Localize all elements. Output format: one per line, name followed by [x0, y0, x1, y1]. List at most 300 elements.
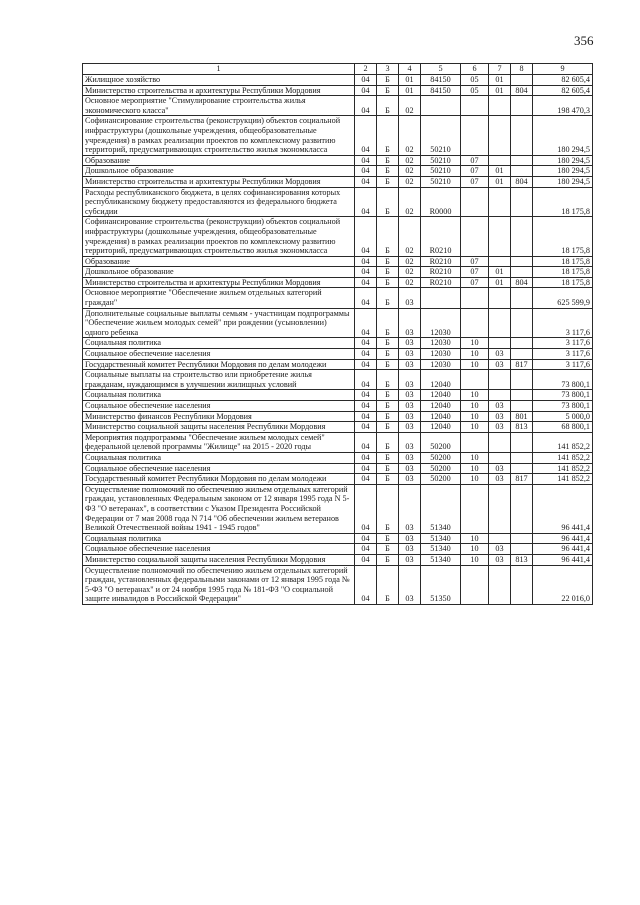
- cell-code: 03: [399, 484, 421, 533]
- cell-amount: 96 441,4: [533, 554, 593, 565]
- cell-code: [511, 484, 533, 533]
- cell-code: 03: [399, 533, 421, 544]
- cell-code: 04: [355, 338, 377, 349]
- cell-code: [511, 116, 533, 155]
- table-row: [83, 217, 593, 256]
- cell-code: [489, 533, 511, 544]
- cell-code: 07: [461, 166, 489, 177]
- cell-code: 03: [399, 401, 421, 412]
- cell-code: [511, 96, 533, 116]
- cell-code: 02: [399, 166, 421, 177]
- cell-code: [489, 484, 511, 533]
- cell-code: 04: [355, 217, 377, 256]
- cell-code: 10: [461, 422, 489, 433]
- row-name: Образование: [83, 155, 355, 166]
- row-name: Министерство строительства и архитектуры Республики Мордовия: [83, 277, 355, 288]
- cell-code: [489, 565, 511, 604]
- cell-code: [511, 432, 533, 452]
- cell-amount: 625 599,9: [533, 288, 593, 308]
- cell-code: 03: [399, 474, 421, 485]
- cell-code: 02: [399, 176, 421, 187]
- cell-code: 04: [355, 267, 377, 278]
- cell-code: 12040: [421, 401, 461, 412]
- cell-code: 50200: [421, 432, 461, 452]
- cell-code: 04: [355, 308, 377, 338]
- cell-code: 05: [461, 85, 489, 96]
- table-row: [83, 176, 593, 187]
- cell-code: 817: [511, 474, 533, 485]
- cell-amount: 96 441,4: [533, 544, 593, 555]
- cell-code: R0210: [421, 217, 461, 256]
- cell-code: Б: [377, 422, 399, 433]
- cell-code: 04: [355, 349, 377, 360]
- cell-code: 03: [399, 288, 421, 308]
- cell-code: [489, 155, 511, 166]
- header-row: [83, 64, 593, 75]
- cell-code: Б: [377, 217, 399, 256]
- cell-code: 10: [461, 474, 489, 485]
- cell-code: Б: [377, 565, 399, 604]
- table-row: [83, 565, 593, 604]
- cell-amount: 22 016,0: [533, 565, 593, 604]
- cell-code: [461, 308, 489, 338]
- table-row: [83, 349, 593, 360]
- row-name: Социальная политика: [83, 338, 355, 349]
- column-header: 7: [489, 64, 511, 75]
- cell-code: 04: [355, 277, 377, 288]
- table-row: [83, 288, 593, 308]
- cell-code: 50210: [421, 176, 461, 187]
- cell-code: 04: [355, 187, 377, 217]
- cell-code: 84150: [421, 75, 461, 86]
- cell-amount: 96 441,4: [533, 533, 593, 544]
- row-name: Социальная политика: [83, 533, 355, 544]
- cell-code: 10: [461, 544, 489, 555]
- table-row: [83, 359, 593, 370]
- table-row: [83, 116, 593, 155]
- row-name: Дошкольное образование: [83, 267, 355, 278]
- cell-code: 50200: [421, 474, 461, 485]
- column-header: 6: [461, 64, 489, 75]
- cell-amount: 141 852,2: [533, 432, 593, 452]
- row-name: Социальные выплаты на строительство или приобретение жилья гражданам, нуждающимся в улучшении жилищных условий: [83, 370, 355, 390]
- cell-amount: 18 175,8: [533, 256, 593, 267]
- cell-code: Б: [377, 390, 399, 401]
- row-name: Социальная политика: [83, 390, 355, 401]
- cell-code: 07: [461, 277, 489, 288]
- cell-amount: 82 605,4: [533, 75, 593, 86]
- cell-code: 04: [355, 370, 377, 390]
- cell-code: [461, 116, 489, 155]
- table-row: [83, 544, 593, 555]
- cell-amount: 3 117,6: [533, 338, 593, 349]
- cell-code: [489, 452, 511, 463]
- cell-code: 817: [511, 359, 533, 370]
- cell-code: 813: [511, 422, 533, 433]
- row-name: Основное мероприятие "Обеспечение жильем отдельных категорий граждан": [83, 288, 355, 308]
- cell-amount: 3 117,6: [533, 359, 593, 370]
- cell-code: 12030: [421, 338, 461, 349]
- cell-code: Б: [377, 96, 399, 116]
- cell-code: [511, 463, 533, 474]
- cell-code: Б: [377, 484, 399, 533]
- table-body: [83, 75, 593, 605]
- cell-code: Б: [377, 533, 399, 544]
- cell-code: 03: [399, 452, 421, 463]
- row-name: Министерство финансов Республики Мордовия: [83, 411, 355, 422]
- cell-code: 12030: [421, 359, 461, 370]
- cell-code: 07: [461, 176, 489, 187]
- table-row: [83, 166, 593, 177]
- cell-code: 05: [461, 75, 489, 86]
- cell-code: 07: [461, 256, 489, 267]
- column-header: 9: [533, 64, 593, 75]
- cell-code: 03: [489, 422, 511, 433]
- cell-code: 51340: [421, 533, 461, 544]
- cell-code: 10: [461, 463, 489, 474]
- cell-code: 04: [355, 390, 377, 401]
- table-row: [83, 155, 593, 166]
- cell-code: 02: [399, 116, 421, 155]
- column-header: 5: [421, 64, 461, 75]
- cell-code: 01: [489, 166, 511, 177]
- budget-table: [82, 63, 593, 605]
- row-name: Дополнительные социальные выплаты семьям - участницам подпрограммы "Обеспечение жильем молодых семей" при рождении (усыновлении) одного ребенка: [83, 308, 355, 338]
- cell-amount: 180 294,5: [533, 155, 593, 166]
- cell-amount: 180 294,5: [533, 176, 593, 187]
- cell-code: [489, 288, 511, 308]
- table-row: [83, 85, 593, 96]
- cell-code: [489, 370, 511, 390]
- cell-code: 03: [399, 554, 421, 565]
- cell-code: [511, 308, 533, 338]
- cell-code: [511, 267, 533, 278]
- cell-code: [511, 401, 533, 412]
- cell-code: R0210: [421, 267, 461, 278]
- row-name: Государственный комитет Республики Мордовия по делам молодежи: [83, 474, 355, 485]
- cell-code: Б: [377, 75, 399, 86]
- cell-amount: 3 117,6: [533, 308, 593, 338]
- cell-code: [511, 187, 533, 217]
- table-row: [83, 187, 593, 217]
- row-name: Социальное обеспечение населения: [83, 544, 355, 555]
- cell-amount: 73 800,1: [533, 370, 593, 390]
- cell-amount: 18 175,8: [533, 267, 593, 278]
- cell-code: [489, 217, 511, 256]
- cell-code: 04: [355, 75, 377, 86]
- row-name: Осуществление полномочий по обеспечению жильем отдельных категорий граждан, установленных федеральными законами от 12 января 1995 года № 5-ФЗ "О ветеранах" и от 24 ноября 1995 года № 181-ФЗ "О социальной защите инвалидов в Российской Федерации": [83, 565, 355, 604]
- cell-code: 10: [461, 390, 489, 401]
- cell-code: 04: [355, 463, 377, 474]
- cell-code: Б: [377, 401, 399, 412]
- cell-code: 01: [489, 277, 511, 288]
- cell-code: 50210: [421, 116, 461, 155]
- cell-code: [461, 370, 489, 390]
- cell-code: 50210: [421, 166, 461, 177]
- cell-code: Б: [377, 452, 399, 463]
- cell-code: 51350: [421, 565, 461, 604]
- cell-amount: 141 852,2: [533, 452, 593, 463]
- cell-amount: 73 800,1: [533, 401, 593, 412]
- cell-amount: 180 294,5: [533, 116, 593, 155]
- cell-code: 804: [511, 176, 533, 187]
- cell-code: 03: [399, 411, 421, 422]
- row-name: Софинансирование строительства (реконструкции) объектов социальной инфраструктуры (дошкольные учреждения, общеобразовательные учреждения) в рамках реализации проектов по комплексному развитию территорий, предусматривающих строительство жилья экономкласса: [83, 116, 355, 155]
- table-row: [83, 338, 593, 349]
- cell-code: 04: [355, 452, 377, 463]
- row-name: Мероприятия подпрограммы "Обеспечение жильем молодых семей" федеральной целевой программы "Жилище" на 2015 - 2020 годы: [83, 432, 355, 452]
- cell-code: 04: [355, 176, 377, 187]
- row-name: Министерство строительства и архитектуры Республики Мордовия: [83, 176, 355, 187]
- cell-code: 801: [511, 411, 533, 422]
- cell-code: 01: [399, 75, 421, 86]
- cell-amount: 180 294,5: [533, 166, 593, 177]
- cell-code: 02: [399, 256, 421, 267]
- column-header: 8: [511, 64, 533, 75]
- cell-code: 51340: [421, 554, 461, 565]
- cell-code: 03: [399, 544, 421, 555]
- cell-code: 10: [461, 349, 489, 360]
- row-name: Социальное обеспечение населения: [83, 463, 355, 474]
- cell-code: R0210: [421, 256, 461, 267]
- table-row: [83, 401, 593, 412]
- cell-code: 04: [355, 256, 377, 267]
- row-name: Дошкольное образование: [83, 166, 355, 177]
- table-row: [83, 75, 593, 86]
- cell-code: 02: [399, 187, 421, 217]
- cell-code: [489, 187, 511, 217]
- cell-code: 03: [399, 349, 421, 360]
- cell-code: Б: [377, 308, 399, 338]
- cell-code: R0210: [421, 277, 461, 288]
- cell-code: 03: [489, 411, 511, 422]
- cell-code: 02: [399, 267, 421, 278]
- cell-code: 10: [461, 359, 489, 370]
- cell-code: [511, 75, 533, 86]
- cell-code: 12040: [421, 422, 461, 433]
- cell-code: [511, 370, 533, 390]
- cell-code: [511, 349, 533, 360]
- cell-code: 03: [399, 338, 421, 349]
- cell-code: Б: [377, 432, 399, 452]
- cell-code: 04: [355, 401, 377, 412]
- cell-code: Б: [377, 155, 399, 166]
- table-row: [83, 463, 593, 474]
- cell-code: 813: [511, 554, 533, 565]
- cell-code: [489, 96, 511, 116]
- cell-code: Б: [377, 187, 399, 217]
- cell-code: 50210: [421, 155, 461, 166]
- cell-code: 02: [399, 277, 421, 288]
- row-name: Осуществление полномочий по обеспечению жильем отдельных категорий граждан, установленных Федеральным законом от 12 января 1995 года N 5-ФЗ "О ветеранах", в соответствии с Указом Президента Российской Федерации от 7 мая 2008 года N 714 "Об обеспечении жильем ветеранов Великой Отечественной войны 1941 - 1945 годов": [83, 484, 355, 533]
- cell-code: 03: [399, 422, 421, 433]
- cell-code: [421, 96, 461, 116]
- table-row: [83, 432, 593, 452]
- row-name: Основное мероприятие "Стимулирование строительства жилья экономического класса": [83, 96, 355, 116]
- row-name: Социальное обеспечение населения: [83, 349, 355, 360]
- cell-code: [511, 155, 533, 166]
- row-name: Расходы республиканского бюджета, в целях софинансирования которых республиканскому бюджету предоставляются из федерального бюджета субсидии: [83, 187, 355, 217]
- table-row: [83, 452, 593, 463]
- cell-code: 03: [489, 401, 511, 412]
- row-name: Социальное обеспечение населения: [83, 401, 355, 412]
- table-row: [83, 474, 593, 485]
- cell-code: 04: [355, 544, 377, 555]
- row-name: Министерство социальной защиты населения Республики Мордовия: [83, 422, 355, 433]
- cell-code: [511, 544, 533, 555]
- cell-code: 01: [489, 85, 511, 96]
- row-name: Министерство социальной защиты населения Республики Мордовия: [83, 554, 355, 565]
- cell-code: 02: [399, 155, 421, 166]
- cell-code: 04: [355, 85, 377, 96]
- cell-amount: 198 470,3: [533, 96, 593, 116]
- cell-code: 03: [399, 359, 421, 370]
- cell-amount: 96 441,4: [533, 484, 593, 533]
- column-header: 2: [355, 64, 377, 75]
- cell-code: [511, 533, 533, 544]
- cell-code: 04: [355, 288, 377, 308]
- cell-code: [511, 256, 533, 267]
- cell-code: [461, 96, 489, 116]
- cell-code: Б: [377, 288, 399, 308]
- cell-code: [461, 217, 489, 256]
- cell-code: 12040: [421, 411, 461, 422]
- table-row: [83, 370, 593, 390]
- column-header: 3: [377, 64, 399, 75]
- table-row: [83, 533, 593, 544]
- table-row: [83, 422, 593, 433]
- cell-code: Б: [377, 349, 399, 360]
- cell-amount: 141 852,2: [533, 474, 593, 485]
- cell-code: [461, 187, 489, 217]
- cell-code: 01: [399, 85, 421, 96]
- table-row: [83, 484, 593, 533]
- cell-code: 01: [489, 267, 511, 278]
- cell-code: 04: [355, 359, 377, 370]
- cell-code: [461, 288, 489, 308]
- table-row: [83, 390, 593, 401]
- cell-amount: 82 605,4: [533, 85, 593, 96]
- cell-code: 07: [461, 267, 489, 278]
- cell-code: [511, 452, 533, 463]
- cell-code: [461, 432, 489, 452]
- cell-amount: 68 800,1: [533, 422, 593, 433]
- cell-code: 04: [355, 474, 377, 485]
- cell-code: 03: [489, 474, 511, 485]
- cell-code: Б: [377, 176, 399, 187]
- cell-code: Б: [377, 338, 399, 349]
- cell-code: 02: [399, 217, 421, 256]
- cell-code: 10: [461, 411, 489, 422]
- cell-code: 03: [399, 308, 421, 338]
- cell-code: Б: [377, 474, 399, 485]
- cell-code: [461, 565, 489, 604]
- cell-code: 804: [511, 277, 533, 288]
- cell-code: 50200: [421, 463, 461, 474]
- cell-code: 51340: [421, 484, 461, 533]
- cell-code: Б: [377, 370, 399, 390]
- cell-amount: 18 175,8: [533, 277, 593, 288]
- cell-code: Б: [377, 166, 399, 177]
- cell-amount: 5 000,0: [533, 411, 593, 422]
- cell-code: 04: [355, 554, 377, 565]
- cell-code: 12030: [421, 308, 461, 338]
- cell-code: Б: [377, 85, 399, 96]
- cell-code: 03: [489, 544, 511, 555]
- cell-code: [489, 390, 511, 401]
- table-row: [83, 256, 593, 267]
- cell-code: Б: [377, 554, 399, 565]
- table-row: [83, 277, 593, 288]
- cell-code: 84150: [421, 85, 461, 96]
- cell-code: 04: [355, 411, 377, 422]
- table-row: [83, 267, 593, 278]
- cell-code: 07: [461, 155, 489, 166]
- table-row: [83, 554, 593, 565]
- row-name: Жилищное хозяйство: [83, 75, 355, 86]
- cell-code: [489, 338, 511, 349]
- row-name: Социальная политика: [83, 452, 355, 463]
- cell-code: 12040: [421, 370, 461, 390]
- table-row: [83, 96, 593, 116]
- cell-code: Б: [377, 544, 399, 555]
- cell-code: Б: [377, 463, 399, 474]
- cell-code: 10: [461, 338, 489, 349]
- cell-code: Б: [377, 267, 399, 278]
- cell-code: 04: [355, 155, 377, 166]
- cell-code: 10: [461, 452, 489, 463]
- cell-code: 10: [461, 533, 489, 544]
- cell-code: 03: [399, 463, 421, 474]
- cell-code: [461, 484, 489, 533]
- cell-code: 01: [489, 176, 511, 187]
- cell-code: Б: [377, 256, 399, 267]
- cell-code: 03: [489, 463, 511, 474]
- cell-amount: 18 175,8: [533, 217, 593, 256]
- cell-code: 04: [355, 96, 377, 116]
- cell-code: 50200: [421, 452, 461, 463]
- cell-code: 03: [489, 359, 511, 370]
- cell-code: [489, 432, 511, 452]
- cell-code: 51340: [421, 544, 461, 555]
- table-row: [83, 308, 593, 338]
- cell-code: Б: [377, 411, 399, 422]
- cell-code: [511, 390, 533, 401]
- cell-code: 03: [399, 432, 421, 452]
- cell-code: 01: [489, 75, 511, 86]
- row-name: Министерство строительства и архитектуры Республики Мордовия: [83, 85, 355, 96]
- cell-code: 04: [355, 432, 377, 452]
- cell-code: [489, 116, 511, 155]
- cell-code: [421, 288, 461, 308]
- cell-amount: 73 800,1: [533, 390, 593, 401]
- cell-code: [511, 288, 533, 308]
- cell-code: [511, 565, 533, 604]
- cell-code: 02: [399, 96, 421, 116]
- cell-code: 04: [355, 116, 377, 155]
- cell-code: 03: [399, 390, 421, 401]
- cell-code: 03: [489, 554, 511, 565]
- cell-code: [511, 338, 533, 349]
- table-row: [83, 411, 593, 422]
- cell-code: 03: [399, 370, 421, 390]
- cell-code: 10: [461, 401, 489, 412]
- cell-code: 10: [461, 554, 489, 565]
- row-name: Софинансирование строительства (реконструкции) объектов социальной инфраструктуры (дошкольные учреждения, общеобразовательные учреждения) в рамках реализации проектов по комплексному развитию территорий, предусматривающих строительство жилья экономкласса: [83, 217, 355, 256]
- column-header: 4: [399, 64, 421, 75]
- cell-code: [489, 308, 511, 338]
- cell-code: 03: [399, 565, 421, 604]
